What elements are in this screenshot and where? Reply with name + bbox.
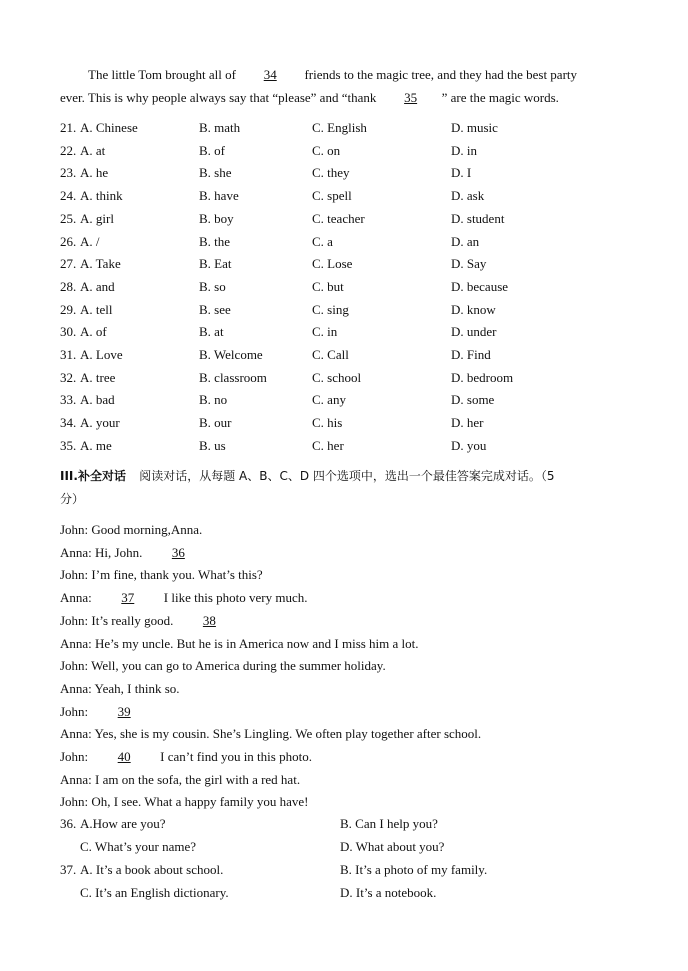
option-b: B. she [199, 165, 232, 181]
passage-text: ” are the magic words. [441, 90, 559, 105]
dialogue-text: John: Good morning,Anna. [60, 522, 203, 537]
question-number: 26. [60, 233, 77, 249]
option-d: D. because [451, 278, 509, 294]
dialogue-text: I like this photo very much. [163, 590, 308, 606]
option-b: B. Welcome [199, 347, 263, 362]
option-a: A. tell [80, 301, 113, 317]
answer-blank: 40 [117, 749, 131, 764]
option-b: B. Eat [199, 256, 232, 272]
option-c: C. What’s your name? [80, 838, 197, 854]
option-d: D. student [451, 210, 505, 226]
option-c: C. sing [312, 301, 349, 317]
dialogue-line [60, 704, 152, 720]
option-c: C. spell [312, 188, 352, 204]
question-number: 32. [60, 369, 77, 385]
option-c: C. in [312, 324, 338, 340]
option-d: D. music [451, 120, 498, 135]
option-d: D. some [451, 392, 495, 408]
option-c: C. teacher [312, 210, 365, 226]
dialogue-text: John: [60, 703, 89, 719]
question-number: 33. [60, 392, 77, 408]
question-number: 37. [60, 862, 77, 877]
question-number: 29. [60, 301, 77, 317]
answer-blank: 39 [117, 703, 131, 719]
section-instruction-continued: 分） [60, 492, 85, 506]
option-a: A. It’s a book about school. [80, 862, 224, 877]
option-c: C. English [312, 120, 367, 135]
option-d: D. Say [451, 256, 487, 272]
question-number: 35. [60, 437, 77, 453]
option-c: C. school [312, 369, 362, 385]
dialogue-line [60, 726, 481, 742]
option-b: B. of [199, 142, 225, 158]
answer-blank: 37 [121, 590, 135, 606]
option-d: D. Find [451, 347, 491, 362]
dialogue-line [60, 613, 237, 629]
answer-blank: 38 [202, 612, 216, 628]
option-a: A. me [80, 437, 112, 453]
option-c: C. but [312, 278, 344, 294]
option-d: D. bedroom [451, 369, 514, 385]
question-number: 23. [60, 165, 77, 181]
option-d: D. under [451, 324, 497, 340]
option-b: B. have [199, 188, 239, 204]
option-a: A. your [80, 415, 120, 431]
option-a: A. he [80, 165, 109, 181]
dialogue-line [60, 567, 263, 583]
option-c: C. on [312, 142, 341, 158]
question-number: 31. [60, 347, 77, 362]
option-a: A. Love [80, 347, 123, 362]
answer-blank: 35 [404, 90, 418, 105]
option-c: C. they [312, 165, 350, 181]
dialogue-text: Anna: Yes, she is my cousin. She’s Lingling. We often play together after school. [60, 726, 482, 742]
option-c: C. Call [312, 347, 349, 362]
question-number: 34. [60, 415, 77, 431]
option-d: D. It’s a notebook. [340, 884, 437, 900]
dialogue-line [60, 590, 307, 606]
question-number: 25. [60, 210, 77, 226]
option-d: D. in [451, 142, 477, 158]
dialogue-line [60, 636, 419, 652]
option-d: D. an [451, 233, 480, 249]
dialogue-text: Anna: Yeah, I think so. [60, 680, 180, 696]
dialogue-text: John: Oh, I see. What a happy family you have! [60, 794, 309, 810]
option-a: A. think [80, 188, 123, 204]
question-number: 30. [60, 324, 77, 340]
dialogue-text: John: Well, you can go to America during the summer holiday. [60, 658, 386, 674]
option-d: D. I [451, 165, 472, 181]
answer-blank: 36 [171, 544, 185, 560]
option-b: B. us [199, 437, 226, 453]
option-c: C. any [312, 392, 346, 408]
option-c: C. Lose [312, 256, 353, 272]
option-a: A. bad [80, 392, 115, 408]
passage-text: The little Tom brought all of [88, 67, 236, 82]
dialogue-text: I can’t find you in this photo. [160, 749, 312, 764]
option-d: D. ask [451, 188, 485, 204]
option-a: A.How are you? [80, 816, 166, 831]
passage-text: friends to the magic tree, and they had the best party [304, 67, 578, 82]
section-title: III.补全对话 [60, 469, 126, 483]
question-number: 24. [60, 188, 77, 204]
option-b: B. the [199, 233, 231, 249]
passage-line-2 [60, 90, 559, 106]
option-a: A. Chinese [80, 120, 138, 135]
dialogue-line [60, 749, 312, 765]
question-number: 21. [60, 120, 77, 135]
option-a: A. of [80, 324, 107, 340]
option-b: B. Can I help you? [340, 816, 438, 831]
option-a: A. tree [80, 369, 116, 385]
section-heading [60, 468, 555, 484]
option-c: C. a [312, 233, 333, 249]
dialogue-line [60, 772, 300, 788]
answer-blank: 34 [263, 67, 277, 82]
option-a: A. at [80, 142, 106, 158]
dialogue-text: Anna: I am on the sofa, the girl with a red hat. [60, 771, 301, 787]
option-b: B. so [199, 278, 226, 294]
option-b: B. no [199, 392, 228, 408]
dialogue-line [60, 681, 180, 697]
passage-line-1 [88, 67, 577, 83]
option-c: C. his [312, 415, 343, 431]
option-d: D. What about you? [340, 838, 445, 854]
dialogue-line [60, 658, 386, 674]
question-number: 22. [60, 142, 77, 158]
option-b: B. boy [199, 210, 234, 226]
option-c: C. her [312, 437, 344, 453]
option-a: A. and [80, 278, 115, 294]
dialogue-line [60, 545, 206, 561]
dialogue-text: John: It’s really good. [60, 612, 174, 628]
dialogue-line [60, 794, 309, 810]
option-b: B. math [199, 120, 241, 135]
dialogue-text: Anna: Hi, John. [60, 544, 143, 560]
option-d: D. her [451, 415, 484, 431]
option-a: A. Take [80, 256, 121, 272]
question-number: 27. [60, 256, 77, 272]
option-b: B. our [199, 415, 232, 431]
option-d: D. you [451, 437, 487, 453]
option-d: D. know [451, 301, 496, 317]
question-number: 28. [60, 278, 77, 294]
dialogue-line [60, 522, 202, 538]
option-b: B. see [199, 301, 231, 317]
option-a: A. girl [80, 210, 114, 226]
dialogue-text: John: I’m fine, thank you. What’s this? [60, 567, 263, 583]
option-a: A. / [80, 233, 100, 249]
option-c: C. It’s an English dictionary. [80, 884, 229, 900]
option-b: B. It’s a photo of my family. [340, 862, 488, 877]
dialogue-text: Anna: He’s my uncle. But he is in America now and I miss him a lot. [60, 635, 419, 651]
passage-text: ever. This is why people always say that “please” and “thank [60, 90, 377, 105]
question-number: 36. [60, 816, 77, 831]
option-b: B. at [199, 324, 224, 340]
option-b: B. classroom [199, 369, 267, 385]
dialogue-text: John: [60, 749, 89, 764]
section-instruction: 阅读对话，从每题 A、B、C、D 四个选项中，选出一个最佳答案完成对话。（5 [139, 469, 555, 483]
dialogue-text: Anna: [60, 590, 92, 606]
